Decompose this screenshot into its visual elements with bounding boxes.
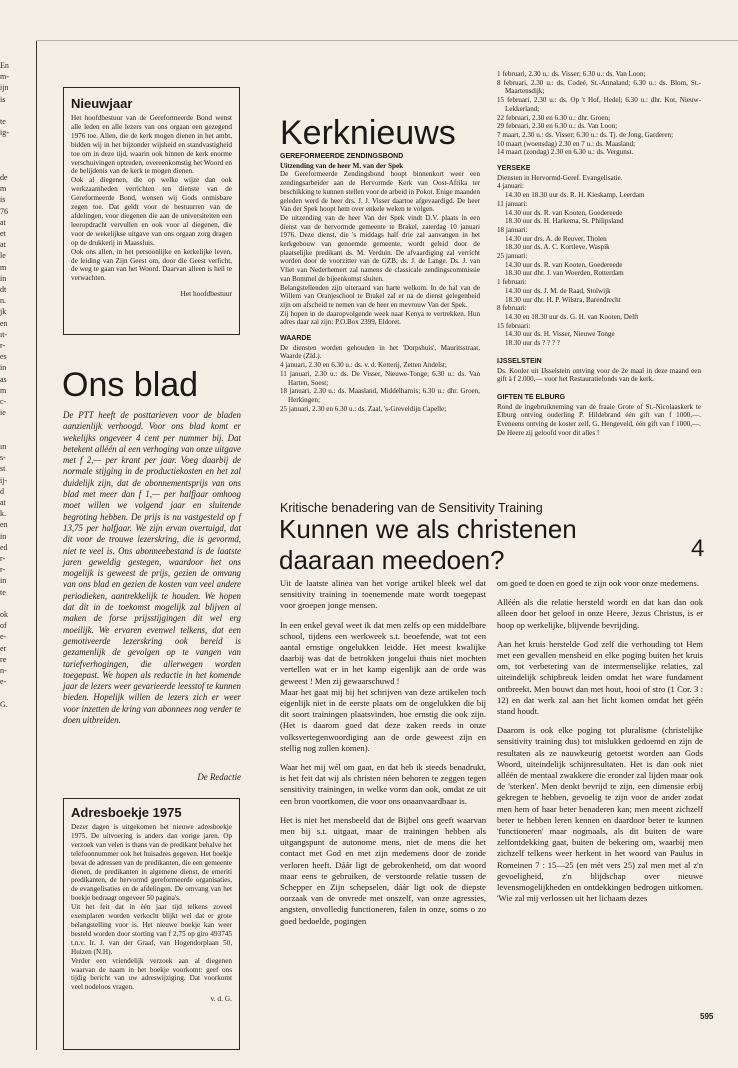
article-paragraph: Waar het mij wél om gaat, en dat heb ik steeds benadrukt, is het feit dat wij als christen néen behoren te zeggen tegen sensitivity trainingen, in welke vorm dan ook, omdat ze uit een bron voortkomen, die voor ons onaanvaardbaar is. xyxy=(280,762,486,806)
ons-blad-signature: De Redactie xyxy=(197,772,241,782)
edge-fragment: G. xyxy=(0,699,8,709)
adresboekje-paragraph: Uit het feit dat in één jaar tijd telkens zoveel exemplaren worden verkocht blijkt wel dat er grote belangstelling voor is. Het nieuwe boekje kan weer besteld worden door storting van f 2,75 op giro 493745 t.n.v. Ir. J. van der Graaf, van Hogendorplaan 50, Huizen (N.H). xyxy=(71,903,232,956)
edge-fragment: en xyxy=(0,318,8,328)
edge-fragment: in xyxy=(0,363,7,373)
yerseke-service: 14.30 uur ds. H. Visser, Nieuwe Tonge xyxy=(505,330,615,339)
edge-fragment: en xyxy=(0,520,8,530)
ijsselstein-text: Ds. Kooler uit IJsselstein ontving voor de 2e maal in deze maand een gift à f 2.000,— voor het Restauratiefonds van de kerk. xyxy=(497,366,701,384)
yerseke-service: 18.30 uur ds ? ? ? ? xyxy=(505,339,560,348)
article-kicker: Kritische benadering van de Sensitivity Training xyxy=(280,501,543,515)
edge-fragment: at xyxy=(0,240,6,250)
edge-fragment: at xyxy=(0,217,6,227)
adresboekje-text xyxy=(71,823,232,992)
edge-fragment: k. xyxy=(0,509,6,519)
page-number: 595 xyxy=(700,1012,714,1021)
edge-fragment: ie xyxy=(0,408,6,418)
yerseke-date: 11 januari: xyxy=(497,199,528,208)
adresboekje-paragraph: Verder een vriendelijk verzoek aan al diegenen waarvan de naam in het boekje voorkomt: geef ons tijdig bericht van uw adreswijziging. Dat voorkomt veel nodeloos vragen. xyxy=(71,956,232,992)
yerseke-date: 8 februari: xyxy=(497,304,527,313)
edge-fragment: as xyxy=(0,374,7,384)
nieuwjaar-paragraph: Ook al diegenen, die op welke wijze dan ook werkzaamheden verrichten ten dienste van de Gereformeerde Bond, wensen wij Gods onmisbare zegen toe. Dat geldt voor de bestuurren van de afdelingen, voor diegenen die aan de universiteiten een leeropdracht vervullen en ook voor al diegenen, die voor de wekelijkse uitgave van ons orgaan zorg dragen op de drukkerij in Maassluis. xyxy=(71,176,232,247)
edge-fragment: ed xyxy=(0,542,8,552)
ons-blad-text: De PTT heeft de posttarieven voor de bladen aanzienlijk verhoogd. Voor ons blad komt er wekelijks ongeveer 4 cent per nummer bij. Dat betekent alléén al een verhoging van onze uitgave met f 2,— per krant per jaar. Voeg daarbij de normale stijging in de productiekosten en het zal duidelijk zijn, dat de abonnementsprijs van ons blad met meer dan f 1,— per halfjaar omhoog moet willen we volgend jaar en sluitende begroting hebben. De prijs is nu vastgesteld op f 13,75 per halfjaar. We zijn ervan overtuigd, dat dit voor de trouwe lezerskring, die is gevormd, niet te veel is. Ons abonneebestand is de laatste jaren geweldig gestegen, waardoor het ons mogelijk is geweest de prijs, gezien de omvang van ons blad en gezien de kosten van veel andere periodieken, aantrekkelijk te houden. We hopen dat dit in de toekomst mogelijk zal blijven al maken de forse prijsstijgingen dit wel erg moeilijk. We ervaren evenwel telkens, dat een gemotiveerde lezerskring ook bereid is gezamenlijk de gevolgen op te vangen van tariefverhogingen, die allerwegen worden toegepast. We hopen als redactie in het komende jaar de lezers weer gevarieerde leesstof te kunnen bieden. Hopelijk willen de lezers zich er weer voor inzetten de kring van abonnees nog verder te doen uitbreiden. xyxy=(63,410,241,726)
yerseke-date: 18 januari: xyxy=(497,225,528,234)
edge-fragment: te xyxy=(0,587,6,597)
yerseke-list xyxy=(497,182,701,347)
edge-fragment: d xyxy=(0,486,4,496)
edge-fragment: te xyxy=(0,117,6,127)
service-item: 7 maart, 2.30 u.: ds. Visser; 6.30 u.: ds. Tj. de Jong, Garderen; xyxy=(497,130,674,139)
zendingsbond-paragraph: De uitzending van de heer Van der Spek vindt D.V. plaats in een dienst van de hervormde gemeente te Brakel, zaterdag 10 januari 1976. Deze dienst, die 's middags half drie zal aanvangen in het kerkgebouw van genoemde gemeente, wordt geleid door de plaatselijke predikant ds. M. Verduin. De afvaardiging zal verricht worden door de voorzitter van de GZB, ds. J. de Lange. Ds. J. van Vliet van Nederhemert zal namens de classicale zendingscommissie van Bommel de bijeenkomst sluiten. xyxy=(280,213,480,283)
kerknieuws-column xyxy=(280,153,480,413)
article-column-1 xyxy=(280,578,486,935)
edge-fragment: m- xyxy=(0,72,9,82)
edge-fragment: de xyxy=(0,173,8,183)
edge-fragment: ij- xyxy=(0,475,8,485)
edge-fragment: e- xyxy=(0,632,7,642)
yerseke-service: 18.30 uur dhr. H. P. Wilstra, Barendrecht xyxy=(505,295,621,304)
service-item: 14 maart (zondag) 2.30 en 6.30 u.: ds. Vergunst. xyxy=(497,148,634,157)
article-paragraph: Uit de laatste alinea van het vorige artikel bleek wel dat sensitivity training in toenemende mate wordt toegepast voor groepen jonge mensen. xyxy=(280,578,486,611)
edge-fragment: le xyxy=(0,251,6,261)
edge-fragment: jk xyxy=(0,307,7,317)
zendingsbond-paragraph: Zij hopen in de daaropvolgende week naar Kenya te vertrekken. Hun adres daar zal zijn: P.O.Box 2399, Eldoret. xyxy=(280,309,480,327)
nieuwjaar-title: Nieuwjaar xyxy=(71,96,133,111)
edge-fragment: r- xyxy=(0,553,6,563)
edge-fragment: ig- xyxy=(0,128,9,138)
service-item: 22 februari, 2.30 en 6.30 u.: dhr. Groen; xyxy=(497,113,611,122)
giften-heading: GIFTEN TE ELBURG xyxy=(497,393,566,401)
edge-fragment: r- xyxy=(0,565,6,575)
edge-fragment: n- xyxy=(0,665,7,675)
kerknieuws-title: Kerknieuws xyxy=(280,114,456,152)
waarde-item: 18 januari, 2.30 u.: ds. Maasland, Middelharnis; 6.30 u.: dhr. Groen, Herkingen; xyxy=(280,387,480,404)
edge-fragment: ıt- xyxy=(0,329,8,339)
article-paragraph: In een enkel geval weet ik dat men zelfs op een middelbare school, tijdens een werkweek s.t. beoefende, wat tot een aantal ernstige ongelukken leidde. Het meest kwalijke daarbij was dat de betrokken jongelui thuis niet mochten vertellen wat er in het kamp eigenlijk aan de orde was geweest ! Men zij gewaarschuwd ! xyxy=(280,619,486,686)
waarde-intro: De diensten worden gehouden in het 'Dorpshuis', Mauritsstraat, Waarde (Zld.). xyxy=(280,343,480,361)
nieuwjaar-paragraph: Ook ons allen, in het persoonlijke en kerkelijke leven, de leiding van Zijn Geest om, door die Geest verlicht, de weg te gaan van het Woord. Daarvan alleen is heil te verwachten. xyxy=(71,247,232,283)
adresboekje-paragraph: Dezer dagen is uitgekomen het nieuwe adresboekje 1975. De uitvoering is anders dan vorige jaren. Op verzoek van velen is thans van de predikant behalve het telefoonnummer ook het huisadres gegeven. Het boekje bevat de adressen van de predikanten, die een gemeente dienen, de predikanten in algemene dienst, de emeriti predikanten, de hervormd gereformeerde organisaties, de evangelisaties en de afdelingen. De omvang van het boekje bedraagt ongeveer 50 pagina's. xyxy=(71,823,232,903)
edge-fragment: r- xyxy=(0,341,6,351)
yerseke-heading: YERSEKE xyxy=(497,165,531,173)
edge-fragment: in xyxy=(0,576,7,586)
edge-fragment: is xyxy=(0,195,6,205)
waarde-item: 4 januari, 2.30 en 6.30 u.: ds. v. d. Ketterij, Zetten Andelst; xyxy=(280,361,447,370)
article-headline-line1: Kunnen we als christenen xyxy=(279,514,577,544)
nieuwjaar-paragraph: Het hoofdbestuur van de Gereformeerde Bond wenst alle leden en alle lezers van ons orgaan een gezegend 1976 toe. Allen, die de kerk mogen dienen in het ambt, bidden wij in het bijzonder wijsheid en standvastigheid toe om in deze tijd, waarin ook binnen de kerk enorme verschuivingen optreden, overeenkomstig het Woord en de belijdenis van de kerk te mogen dienen. xyxy=(71,114,232,176)
edge-fragment: es xyxy=(0,352,7,362)
edge-fragment: s- xyxy=(0,453,6,463)
nieuwjaar-signature: Het hoofdbestuur xyxy=(180,289,232,299)
adresboekje-box xyxy=(63,798,240,1050)
yerseke-service: 14.30 uur ds. R. van Kooten, Goedereede xyxy=(505,260,623,269)
service-item: 10 maart (woensdag) 2.30 en 7 u.: ds. Maasland; xyxy=(497,139,636,148)
column-rule xyxy=(36,40,37,1050)
edge-fragment xyxy=(0,419,22,430)
waarde-heading: WAARDE xyxy=(280,335,312,343)
edge-fragment xyxy=(0,598,22,609)
article-paragraph: Maar het gaat mij bij het schrijven van deze artikelen toch eigenlijk niet in de eerste plaats om de ongelukken die bij dit soort trainingen plaatsvinden, hoe ernstig die ook zijn. (Het is daarom goed dat deze zaken reeds in onze volksvertegenwoordiging aan de orde geweest zijn en stellig nog zullen komen). xyxy=(280,686,486,753)
edge-fragment: m xyxy=(0,385,7,395)
service-item: 29 februari, 2.30 en 6.30 u.: ds. Van Loon; xyxy=(497,122,618,131)
zendingsbond-paragraph: De Gereformeerde Zendingsbond hoopt binnenkort weer een zendingsarbeider aan de Hervormde Kerk van Oost-Afrika ter beschikking te kunnen stellen voor de arbeid in Pokot. Enige maanden geleden werd de heer drs. J. J. Visser daartoe afgevaardigd. De heer Van der Spek hoopt hem over enkele weken te volgen. xyxy=(280,170,480,214)
edge-fragment: er xyxy=(0,643,7,653)
edge-fragment: ok xyxy=(0,609,8,619)
nieuwjaar-box xyxy=(63,87,240,335)
service-item: 1 februari, 2.30 u.: ds. Visser; 6.30 u.: ds. Van Loon; xyxy=(497,70,646,78)
edge-fragment: of xyxy=(0,621,7,631)
yerseke-service: 14.30 uur ds. R. van Kooten, Goedereede xyxy=(505,208,623,217)
giften-text: Rond de ingebruikneming van de fraaie Grote of St.-Nicolaaskerk te Elburg ontving ouderling P. Hildebrand één gift van f 1000,—. Eveneens ontving de koster zelf, G. Hengeveld, één gift van f 1000,—. De Heere zij geloofd voor dit alles ! xyxy=(497,402,701,437)
top-rule xyxy=(36,40,738,41)
yerseke-service: 14.30 uur ds. J. M. de Raad, Stolwijk xyxy=(505,286,611,295)
yerseke-service: 18.30 uur ds. A. C. Kortleve, Waspik xyxy=(505,243,610,252)
article-paragraph: om goed te doen en goed te zijn ook voor onze medemens. xyxy=(497,578,699,588)
waarde-item: 11 januari, 2.30 u.: ds. De Visser, Nieuwe-Tonge; 6.30 u.: ds. Van Harten, Soest; xyxy=(280,369,480,387)
edge-fragment: m xyxy=(0,184,7,194)
adresboekje-signature: v. d. G. xyxy=(210,994,232,1004)
nieuwjaar-text xyxy=(71,114,232,283)
edge-fragment xyxy=(0,138,22,149)
yerseke-date: 25 januari: xyxy=(497,252,528,261)
edge-fragment: in xyxy=(0,531,7,541)
zendingsbond-heading: GEREFORMEERDE ZENDINGSBOND xyxy=(280,153,404,160)
article-paragraph: Het is niet het mensbeeld dat de Bijbel ons geeft waarvan men bij s.t. uitgaat, maar de trainingen hebben als uitgangspunt de autonome mens, niet de mens die het contact met God en met zijn medemens door de zonde verloren heeft. Dáár ligt de gebrokenheid, om dat woord maar eens te gebruiken, de verstoorde relatie tussen de Schepper en Zijn schepselen, dáár ligt ook de diepste oorzaak van de onvrede met onszelf, van onze agressies, angsten, onvolledig functioneren, falen in onze, soms o zo goed bedoelde, pogingen xyxy=(280,814,486,926)
edge-fragment xyxy=(0,430,22,441)
waarde-continued-list xyxy=(497,70,701,157)
article-headline-line2: daaraan meedoen? xyxy=(279,545,505,575)
zendingsbond-paragraph: Belangstellenden zijn uiteraard van harte welkom. In de hal van de Willem van Oranjeschool te Brakel zal er na de dienst gelegenheid zijn om afscheid te nemen van de heer en mevrouw Van der Spek. xyxy=(280,283,480,309)
yerseke-service: 18.30 uur dhr. J. van Woerden, Rotterdam xyxy=(505,269,624,278)
service-item: 8 februari, 2.30 u.: ds. Codeé, St.-Annaland; 6.30 u.: ds. Blom, St.-Maartensdijk; xyxy=(497,78,701,96)
yerseke-intro: Diensten in Hervormd-Geref. Evangelisatie. xyxy=(497,173,623,182)
edge-fragment: En xyxy=(0,61,9,70)
edge-fragment: dt xyxy=(0,285,7,295)
edge-fragment: ın xyxy=(0,441,7,451)
edge-fragment: is xyxy=(0,94,6,104)
article-paragraph: Alléén als die relatie hersteld wordt en dat kan dan ook alleen door het geloof in onze Heere, Jezus Christus, is er hoop op werkelijke, blijvende bevrijding. xyxy=(497,597,703,630)
edge-fragment xyxy=(0,150,22,161)
yerseke-service: 18.30 uur ds. H. Harkema, St. Philipsland xyxy=(505,217,624,226)
edge-fragment: re xyxy=(0,654,7,664)
edge-fragment xyxy=(0,687,22,698)
article-paragraph: Daarom is ook elke poging tot pluralisme (christelijke sensitivity training dus) tot mislukken gedoemd en zijn de resultaten als ze nauwkeurig getoetst worden aan Gods Woord, uiteindelijk schijnresultaten. Het is dan ook niet alléén de mentaal zwakkere die eronder zal lijden maar ook de 'sterken'. Men denkt bevrijd te zijn, een dimensie erbij gekregen te hebben, gevoelig te zijn voor de ander zodat men hem of haar beter benaderen kan; men meent zichzelf beter te hebben leren kennen en daardoor beter te kunnen 'functioneren' maar nogmaals, als dit buiten de ware zelfontdekking gaat, buiten de bekering om, waarbij men zichzelf telkens weer herkent in het woord van Paulus in Romeinen 7 : 15—25 (en mét vers 25) zal men met al z'n gevoeligheid, z'n blijdschap over nieuwe levensmogelijkheden en ontdekkingen bedrogen uitkomen. 'Wie zal mij verlossen uit het lichaam dezes xyxy=(497,725,703,904)
edge-fragment: c- xyxy=(0,397,7,407)
waarde-item: 25 januari, 2.30 en 6.30 u.: ds. Zaal, 's-Greveldijn Capelle; xyxy=(280,404,447,413)
ijsselstein-heading: IJSSELSTEIN xyxy=(497,357,542,365)
adresboekje-title: Adresboekje 1975 xyxy=(71,805,182,820)
yerseke-service: 14.30 en 18.30 uur ds. G. H. van Kooten, Delft xyxy=(505,312,639,321)
service-item: 15 februari, 2.30 u.: ds. Op 't Hof, Hedel; 6.30 u.: dhr. Kot, Nieuw-Lekkerland; xyxy=(497,96,701,113)
edge-fragment: et xyxy=(0,229,6,239)
article-column-2 xyxy=(497,578,703,912)
yerseke-service: 14.30 uur drs. A. de Reuver, Tholen xyxy=(505,234,607,243)
edge-fragment: at xyxy=(0,497,6,507)
edge-fragment: e- xyxy=(0,677,7,687)
edge-fragment: st xyxy=(0,464,6,474)
edge-fragment: n. xyxy=(0,296,6,306)
article-paragraph: Aan het kruis herstelde God zelf die verhouding tot Hem met een gevallen mensheid en elke poging buiten het kruis om, tot verbetering van de intermenselijke relaties, zal uiteindelijk schipbreuk leiden omdat het ware fundament ontbreekt. Men bouwt dan met hout, hooi of stro (1 Cor. 3 : 12) en dat werk zal aan het licht komen omdat het géén stand houdt. xyxy=(497,638,703,717)
edge-fragment: m xyxy=(0,262,7,272)
yerseke-date: 4 januari: xyxy=(497,182,524,191)
yerseke-date: 15 februari: xyxy=(497,321,531,330)
edge-fragment: in xyxy=(0,273,7,283)
yerseke-date: 1 februari: xyxy=(497,278,527,287)
edge-fragment xyxy=(0,105,22,116)
ons-blad-title: Ons blad xyxy=(62,366,199,404)
article-part-number: 4 xyxy=(691,535,705,562)
edge-fragment xyxy=(0,161,22,172)
yerseke-service: 14.30 en 18.30 uur ds. R. H. Kieskamp, Leerdam xyxy=(505,191,645,200)
kerknieuws-right-column xyxy=(497,70,701,437)
edge-fragment: 76 xyxy=(0,206,8,216)
left-page-edge-text xyxy=(0,60,22,820)
edge-fragment: ijn xyxy=(0,83,9,93)
zendingsbond-subheading: Uitzending van de heer M. van der Spek xyxy=(280,161,404,170)
